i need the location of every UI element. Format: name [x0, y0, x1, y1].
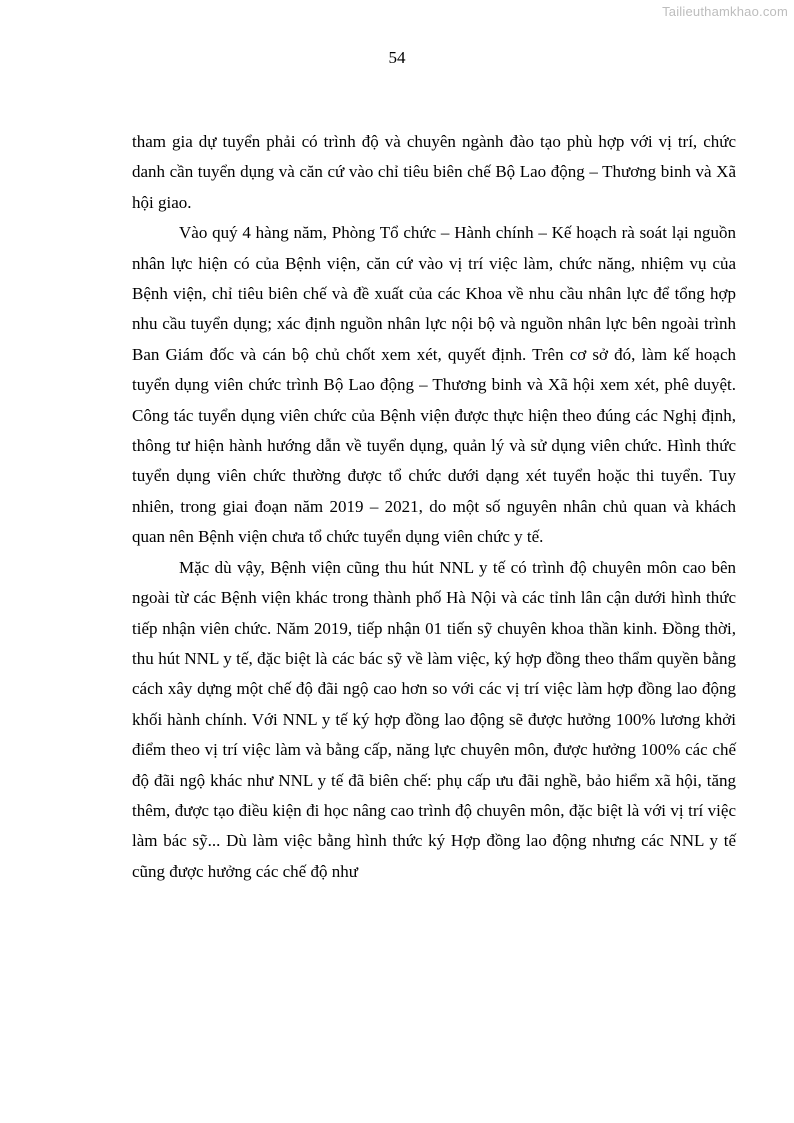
- paragraph-continuation: tham gia dự tuyển phải có trình độ và chuyên ngành đào tạo phù hợp với vị trí, chức danh cần tuyển dụng và căn cứ vào chỉ tiêu biên chế Bộ Lao động – Thương binh và Xã hội giao.: [132, 132, 736, 212]
- paragraph-recruitment-process: Vào quý 4 hàng năm, Phòng Tổ chức – Hành chính – Kế hoạch rà soát lại nguồn nhân lực hiện có của Bệnh viện, căn cứ vào vị trí việc làm, chức năng, nhiệm vụ của Bệnh viện, chỉ tiêu biên chế và đề xuất của các Khoa về nhu cầu nhân lực để tổng hợp nhu cầu tuyển dụng; xác định nguồn nhân lực nội bộ và nguồn nhân lực bên ngoài trình Ban Giám đốc và cán bộ chủ chốt xem xét, quyết định. Trên cơ sở đó, làm kế hoạch tuyển dụng viên chức trình Bộ Lao động – Thương binh và Xã hội xem xét, phê duyệt. Công tác tuyển dụng viên chức của Bệnh viện được thực hiện theo đúng các Nghị định, thông tư hiện hành hướng dẫn về tuyển dụng, quản lý và sử dụng viên chức. Hình thức tuyển dụng viên chức thường được tổ chức dưới dạng xét tuyển hoặc thi tuyển. Tuy nhiên, trong giai đoạn năm 2019 – 2021, do một số nguyên nhân chủ quan và khách quan nên Bệnh viện chưa tổ chức tuyển dụng viên chức y tế.: [132, 223, 736, 547]
- page-number: 54: [388, 48, 406, 67]
- paragraph-talent-attraction: Mặc dù vậy, Bệnh viện cũng thu hút NNL y tế có trình độ chuyên môn cao bên ngoài từ các Bệnh viện khác trong thành phố Hà Nội và các tỉnh lân cận dưới hình thức tiếp nhận viên chức. Năm 2019, tiếp nhận 01 tiến sỹ chuyên khoa thần kinh. Đồng thời, thu hút NNL y tế, đặc biệt là các bác sỹ về làm việc, ký hợp đồng theo thẩm quyền bằng cách xây dựng một chế độ đãi ngộ cao hơn so với các vị trí việc làm hợp đồng lao động khối hành chính. Với NNL y tế ký hợp đồng lao động sẽ được hưởng 100% lương khởi điểm theo vị trí việc làm và bằng cấp, năng lực chuyên môn, được hưởng 100% các chế độ đãi ngộ khác như NNL y tế đã biên chế: phụ cấp ưu đãi nghề, bảo hiểm xã hội, tăng thêm, được tạo điều kiện đi học nâng cao trình độ chuyên môn, đặc biệt là với vị trí việc làm bác sỹ... Dù làm việc bằng hình thức ký Hợp đồng lao động nhưng các NNL y tế cũng được hưởng các chế độ như: [132, 557, 736, 881]
- watermark: Tailieuthamkhao.com: [662, 4, 788, 19]
- body-text: [132, 127, 736, 887]
